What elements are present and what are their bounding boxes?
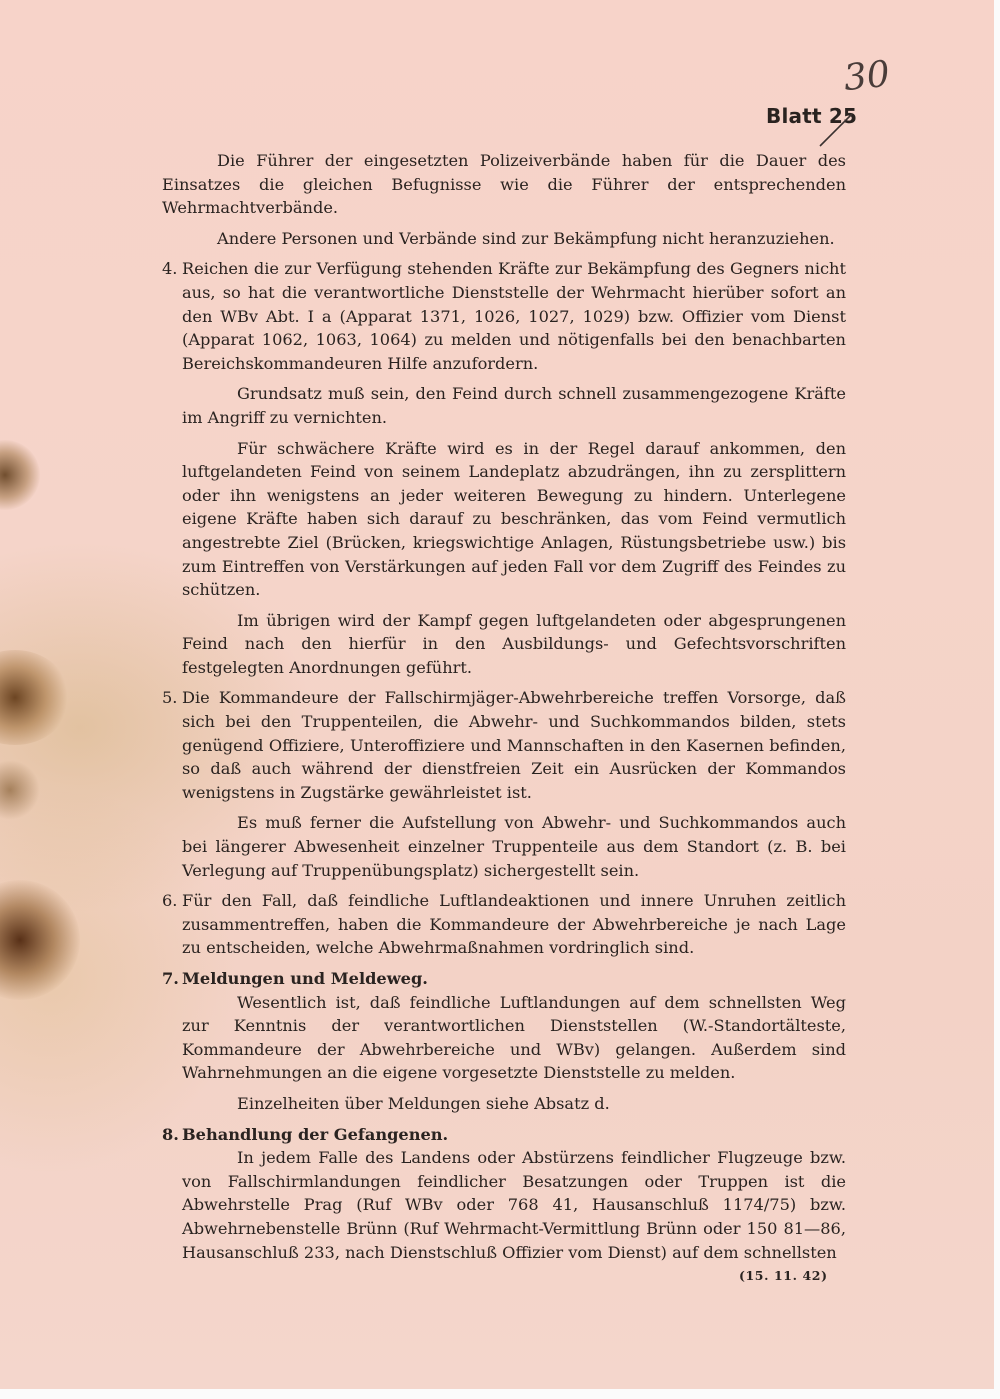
burn-stain (0, 440, 40, 510)
handwritten-sheet-number (836, 48, 916, 108)
section-heading: Meldungen und Meldeweg. (182, 969, 428, 988)
item-text: Für den Fall, daß feindliche Luftlandeaktionen und innere Unruhen zeitlich zusammentreffen, haben die Kommandeure der Abwehrbereiche je nach Lage zu entscheiden, welche Abwehrmaßnahmen vordringlich sind. (182, 891, 846, 958)
item-number: 7. (162, 969, 179, 988)
item-text: Die Kommandeure der Fallschirmjäger-Abwehrbereiche treffen Vorsorge, daß sich bei den Truppenteilen, die Abwehr- und Suchkommandos bilden, stets genügend Offiziere, Unteroffiziere und Mannschaften in den Kasernen befinden, so daß auch während der dienstfreien Zeit ein Ausrücken der Kommandos wenigstens in Zugstärke gewährleistet ist. (182, 688, 846, 802)
list-item-8 (162, 1123, 846, 1147)
paragraph: Grundsatz muß sein, den Feind durch schnell zusammengezogene Kräfte im Angriff zu vernichten. (182, 384, 846, 427)
item-text: Reichen die zur Verfügung stehenden Kräfte zur Bekämpfung des Gegners nicht aus, so hat die verantwortliche Dienststelle der Wehrmacht hierüber sofort an den WBv Abt. I a (Apparat 1371, 1026, 1027, 1029) bzw. Offizier vom Dienst (Apparat 1062, 1063, 1064) zu melden und nötigenfalls bei den benachbarten Bereichskommandeuren Hilfe anzufordern. (182, 259, 846, 373)
document-body (162, 149, 846, 1264)
handwritten-number-text: 30 (841, 53, 892, 100)
burn-stain (0, 650, 70, 745)
paragraph: Andere Personen und Verbände sind zur Bekämpfung nicht heranzuziehen. (217, 228, 835, 248)
list-item-5 (162, 686, 846, 804)
sheet-number: Blatt 25 (766, 104, 858, 128)
paragraph: Einzelheiten über Meldungen siehe Absatz d. (237, 1093, 610, 1113)
burn-stain (0, 880, 80, 1000)
paragraph: Es muß ferner die Aufstellung von Abwehr- und Suchkommandos auch bei längerer Abwesenheit einzelner Truppenteile aus dem Standort (z. B. bei Verlegung auf Truppenübungsplatz) sichergestellt sein. (182, 813, 846, 880)
scan-edge (994, 0, 1000, 1399)
list-item-4 (162, 257, 846, 375)
paragraph: Für schwächere Kräfte wird es in der Regel darauf ankommen, den luftgelandeten Feind von seinem Landeplatz abzudrängen, ihn zu zersplittern oder ihn wenigstens an jeder weiteren Bewegung zu hindern. Unterlegene eigene Kräfte haben sich darauf zu beschränken, das vom Feind vermutlich angestrebte Ziel (Brücken, kriegswichtige Anlagen, Rüstungsbetriebe usw.) bis zum Eintreffen von Verstärkungen auf jeden Fall vor dem Zugriff des Feindes zu schützen. (182, 438, 846, 600)
item-number: 4. (162, 259, 178, 279)
paragraph: In jedem Falle des Landens oder Abstürzens feindlicher Flugzeuge bzw. von Fallschirmlandungen feindlicher Besatzungen oder Truppen ist die Abwehrstelle Prag (Ruf WBv oder 768 41, Hausanschluß 1174/75) bzw. Abwehrnebenstelle Brünn (Ruf Wehrmacht-Vermittlung Brünn oder 150 81—86, Hausanschluß 233, nach Dienstschluß Offizier vom Dienst) auf dem schnellsten (182, 1148, 846, 1262)
burn-stain (0, 760, 40, 820)
list-item-6 (162, 889, 846, 960)
document-date: (15. 11. 42) (739, 1268, 828, 1283)
list-item-7 (162, 967, 846, 991)
section-heading: Behandlung der Gefangenen. (182, 1124, 449, 1144)
item-number: 8. (162, 1124, 179, 1144)
item-number: 6. (162, 891, 178, 911)
scan-edge (0, 1389, 1000, 1399)
paragraph: Wesentlich ist, daß feindliche Luftlandungen auf dem schnellsten Weg zur Kenntnis der verantwortlichen Dienststellen (W.-Standortälteste, Kommandeure der Abwehrbereiche und WBv) gelangen. Außerdem sind Wahrnehmungen an die eigene vorgesetzte Dienststelle zu melden. (182, 992, 846, 1083)
item-number: 5. (162, 688, 178, 708)
paragraph: Die Führer der eingesetzten Polizeiverbände haben für die Dauer des Einsatzes die gleichen Befugnisse wie die Führer der entsprechenden Wehrmachtverbände. (162, 151, 846, 218)
paragraph: Im übrigen wird der Kampf gegen luftgelandeten oder abgesprungenen Feind nach den hierfür in den Ausbildungs- und Gefechtsvorschriften festgelegten Anordnungen geführt. (182, 610, 846, 677)
